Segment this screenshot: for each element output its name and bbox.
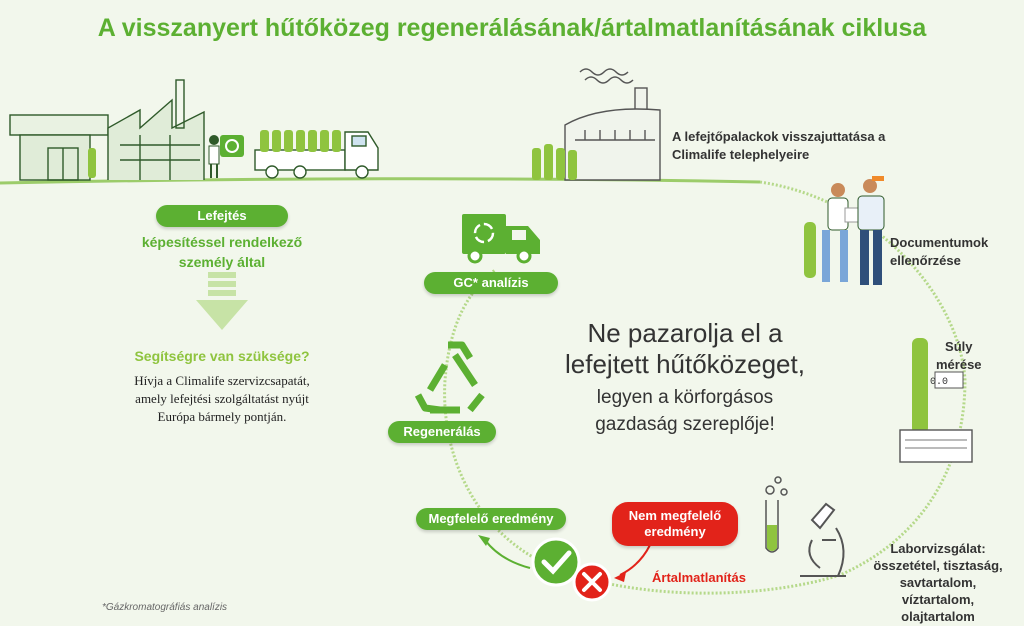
disposal-label: Ártalmatlanítás — [652, 570, 746, 585]
center-message — [520, 318, 850, 438]
documents-caption: Documentumok ellenőrzése — [890, 235, 989, 268]
gc-analysis-badge: GC* analízis — [424, 272, 558, 294]
inspectors-icon — [804, 176, 884, 285]
center-line-4: gazdaság szereplője! — [595, 414, 775, 435]
check-icon — [533, 539, 579, 585]
smoke-icon — [580, 69, 633, 83]
down-arrow-icon — [196, 272, 248, 330]
page-title: A visszanyert hűtőközeg regenerálásának/ártalmatlanításának ciklusa — [97, 14, 927, 42]
truck-with-cylinders-icon — [255, 130, 378, 178]
center-line-3: legyen a körforgásos — [596, 387, 774, 408]
worker-icon — [209, 135, 244, 178]
cross-icon — [574, 564, 610, 600]
recycle-truck-icon — [462, 214, 540, 262]
factory-building-icon — [10, 80, 204, 180]
help-text: Hívja a Climalife szervizcsapatát, amely lefejtési szolgáltatást nyújt Európa bármely pontján. — [134, 373, 310, 424]
bad-result-badge: Nem megfelelő eredmény — [612, 502, 738, 546]
center-line-1: Ne pazarolja el a — [587, 318, 783, 348]
microscope-icon — [800, 504, 846, 576]
lefejtes-badge: Lefejtés — [156, 205, 288, 227]
lefejtes-subtext: képesítéssel rendelkező személy által — [141, 234, 303, 270]
factory-caption: A lefejtőpalackok visszajuttatása a Climalife telephelyeire — [672, 129, 886, 162]
help-heading: Segítségre van szüksége? — [134, 348, 310, 364]
footnote: *Gázkromatográfiás analízis — [102, 602, 228, 613]
weight-caption: Súly mérése — [936, 339, 982, 372]
test-tube-icon — [766, 477, 787, 552]
good-result-badge: Megfelelő eredmény — [416, 508, 566, 530]
plant-factory-icon — [565, 88, 660, 180]
cylinders-icon — [88, 148, 96, 178]
scale-display: 0.0 — [929, 377, 949, 388]
regeneration-badge: Regenerálás — [388, 421, 496, 443]
recycle-icon — [418, 345, 482, 410]
lab-caption: Laborvizsgálat: összetétel, tisztaság, savtartalom, víztartalom, olajtartalom — [873, 541, 1003, 624]
center-line-2: lefejtett hűtőközeget, — [565, 349, 805, 379]
